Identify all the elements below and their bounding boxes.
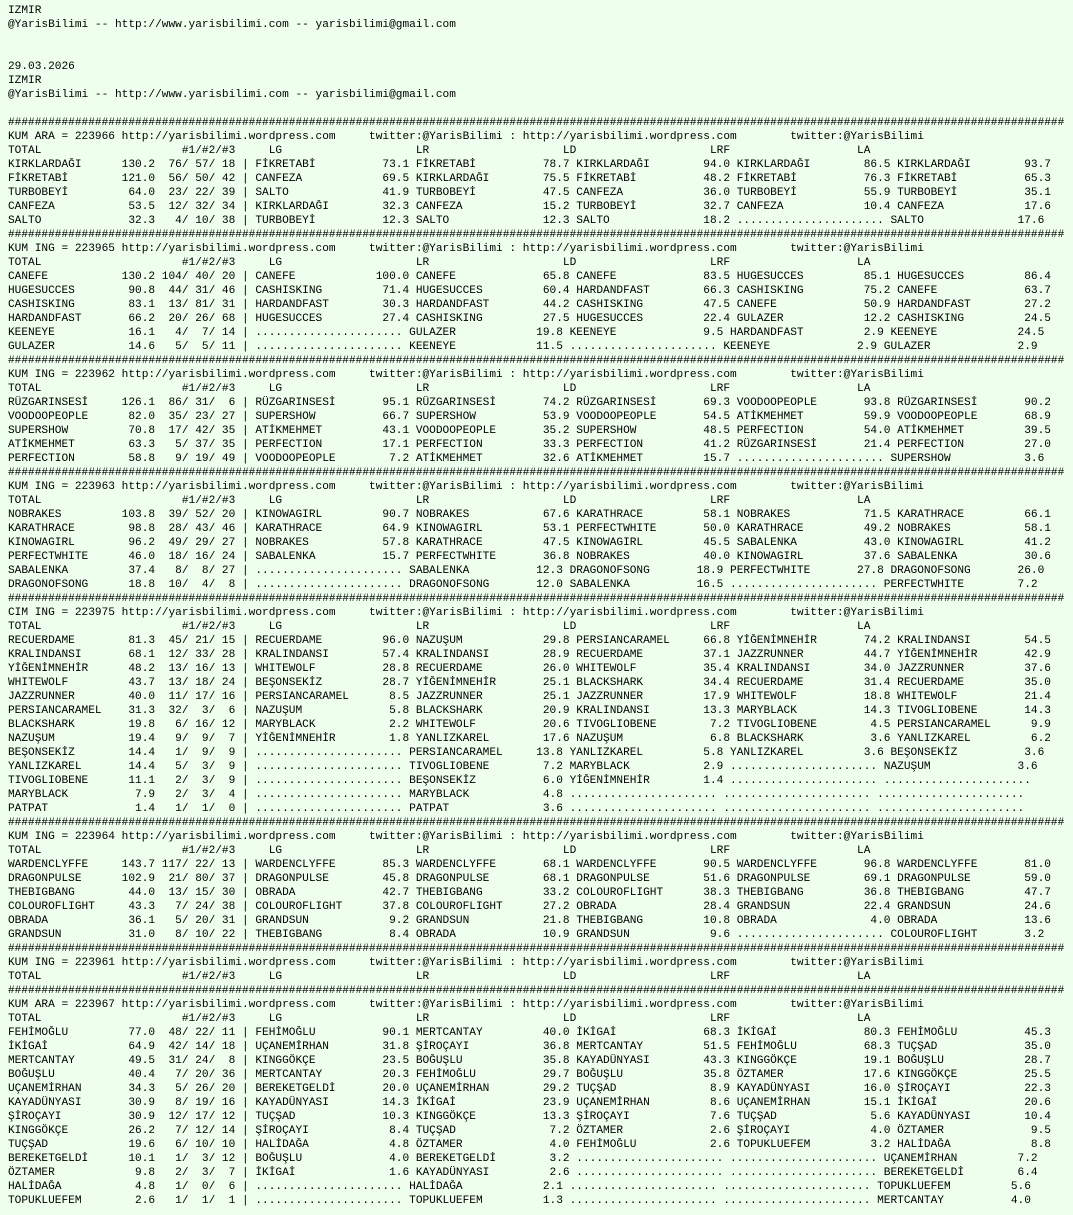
section-divider: ############################################################################################################################################################## — [8, 593, 1065, 605]
section-divider: ############################################################################################################################################################## — [8, 229, 1065, 241]
section-divider: ############################################################################################################################################################## — [8, 985, 1065, 997]
report-line: CASHISKING 83.1 13/ 81/ 31 | HARDANDFAST 30.3 HARDANDFAST 44.2 CASHISKING 47.5 CANEFE 50.9 HARDANDFAST 27.2 — [8, 299, 1051, 311]
report-line: UÇANEMİRHAN 34.3 5/ 26/ 20 | BEREKETGELDİ 20.0 UÇANEMİRHAN 29.2 TUÇŞAD 8.9 KAYADÜNYASI 16.0 ŞİROÇAYI 22.3 — [8, 1083, 1051, 1095]
report-line: JAZZRUNNER 40.0 11/ 17/ 16 | PERSIANCARAMEL 8.5 JAZZRUNNER 25.1 JAZZRUNNER 17.9 WHITEWOLF 18.8 WHITEWOLF 21.4 — [8, 691, 1051, 703]
report-line: ŞİROÇAYI 30.9 12/ 17/ 12 | TUÇŞAD 10.3 KINGGÖKÇE 13.3 ŞİROÇAYI 7.6 TUÇŞAD 5.6 KAYADÜNYASI 10.4 — [8, 1111, 1051, 1123]
report-line: KINGGÖKÇE 26.2 7/ 12/ 14 | ŞİROÇAYI 8.4 TUÇŞAD 7.2 ÖZTAMER 2.6 ŞİROÇAYI 4.0 ÖZTAMER 9.5 — [8, 1125, 1051, 1137]
column-header-row: TOTAL #1/#2/#3 LG LR LD LRF LA — [8, 145, 871, 157]
report-line: BEREKETGELDİ 10.1 1/ 3/ 12 | BOĞUŞLU 4.0 BEREKETGELDİ 3.2 ...................... ...................... UÇANEMİRHAN 7.2 — [8, 1153, 1038, 1165]
report-line: YANLIZKAREL 14.4 5/ 3/ 9 | ...................... TIVOGLIOBENE 7.2 MARYBLACK 2.9 ...................... NAZUŞUM 3.6 — [8, 761, 1038, 773]
race-header: KUM ING = 223964 http://yarisbilimi.wordpress.com twitter:@YarisBilimi : http://yarisbilimi.wordpress.com twitter:@YarisBilimi — [8, 831, 924, 843]
report-line: VOODOOPEOPLE 82.0 35/ 23/ 27 | SUPERSHOW 66.7 SUPERSHOW 53.9 VOODOOPEOPLE 54.5 ATİKMEHMET 59.9 VOODOOPEOPLE 68.9 — [8, 411, 1051, 423]
race-header: KUM ING = 223962 http://yarisbilimi.wordpress.com twitter:@YarisBilimi : http://yarisbilimi.wordpress.com twitter:@YarisBilimi — [8, 369, 924, 381]
report-line: KAYADÜNYASI 30.9 8/ 19/ 16 | KAYADÜNYASI 14.3 İKİGAİ 23.9 UÇANEMİRHAN 8.6 UÇANEMİRHAN 15.1 İKİGAİ 20.6 — [8, 1097, 1051, 1109]
section-divider: ############################################################################################################################################################## — [8, 943, 1065, 955]
report-line: NAZUŞUM 19.4 9/ 9/ 7 | YİĞENİMNEHİR 1.8 YANLIZKAREL 17.6 NAZUŞUM 6.8 BLACKSHARK 3.6 YANLIZKAREL 6.2 — [8, 733, 1051, 745]
report-line: SUPERSHOW 70.8 17/ 42/ 35 | ATİKMEHMET 43.1 VOODOOPEOPLE 35.2 SUPERSHOW 48.5 PERFECTION 54.0 ATİKMEHMET 39.5 — [8, 425, 1051, 437]
race-header: KUM ING = 223961 http://yarisbilimi.wordpress.com twitter:@YarisBilimi : http://yarisbilimi.wordpress.com twitter:@YarisBilimi — [8, 957, 924, 969]
report-line: HALİDAĞA 4.8 1/ 0/ 6 | ...................... HALİDAĞA 2.1 ...................... ...................... TOPUKLUEFEM 5.6 — [8, 1181, 1031, 1193]
report-line: YİĞENİMNEHİR 48.2 13/ 16/ 13 | WHITEWOLF 28.8 RECUERDAME 26.0 WHITEWOLF 35.4 KRALINDANSI 34.0 JAZZRUNNER 37.6 — [8, 663, 1051, 675]
report-line: HARDANDFAST 66.2 20/ 26/ 68 | HUGESUCCES 27.4 CASHISKING 27.5 HUGESUCCES 22.4 GULAZER 12.2 CASHISKING 24.5 — [8, 313, 1051, 325]
report-line: OBRADA 36.1 5/ 20/ 31 | GRANDSUN 9.2 GRANDSUN 21.8 THEBIGBANG 10.8 OBRADA 4.0 OBRADA 13.6 — [8, 915, 1051, 927]
report-line: KINOWAGIRL 96.2 49/ 29/ 27 | NOBRAKES 57.8 KARATHRACE 47.5 KINOWAGIRL 45.5 SABALENKA 43.0 KINOWAGIRL 41.2 — [8, 537, 1051, 549]
section-divider: ############################################################################################################################################################## — [8, 817, 1065, 829]
report-line: MARYBLACK 7.9 2/ 3/ 4 | ...................... MARYBLACK 4.8 ...................... ...................... ...................... — [8, 789, 1025, 801]
report-line: TOPUKLUEFEM 2.6 1/ 1/ 1 | ...................... TOPUKLUEFEM 1.3 ...................... ...................... MERTCANTAY 4.0 — [8, 1195, 1031, 1207]
report-line: MERTCANTAY 49.5 31/ 24/ 8 | KINGGÖKÇE 23.5 BOĞUŞLU 35.8 KAYADÜNYASI 43.3 KINGGÖKÇE 19.1 BOĞUŞLU 28.7 — [8, 1055, 1051, 1067]
report-line: HUGESUCCES 90.8 44/ 31/ 46 | CASHISKING 71.4 HUGESUCCES 60.4 HARDANDFAST 66.3 CASHISKING 75.2 CANEFE 63.7 — [8, 285, 1051, 297]
report-line: KIRKLARDAĞI 130.2 76/ 57/ 18 | FİKRETABİ 73.1 FİKRETABİ 78.7 KIRKLARDAĞI 94.0 KIRKLARDAĞI 86.5 KIRKLARDAĞI 93.7 — [8, 159, 1051, 171]
column-header-row: TOTAL #1/#2/#3 LG LR LD LRF LA — [8, 845, 871, 857]
report-line: GRANDSUN 31.0 8/ 10/ 22 | THEBIGBANG 8.4 OBRADA 10.9 GRANDSUN 9.6 ...................... COLOUROFLIGHT 3.2 — [8, 929, 1045, 941]
report-line: RÜZGARINSESİ 126.1 86/ 31/ 6 | RÜZGARINSESİ 95.1 RÜZGARINSESİ 74.2 RÜZGARINSESİ 69.3 VOODOOPEOPLE 93.8 RÜZGARINSESİ 90.2 — [8, 397, 1051, 409]
report-line: KRALINDANSI 68.1 12/ 33/ 28 | KRALINDANSI 57.4 KRALINDANSI 28.9 RECUERDAME 37.1 JAZZRUNNER 44.7 YİĞENİMNEHİR 42.9 — [8, 649, 1051, 661]
report-line: @YarisBilimi -- http://www.yarisbilimi.com -- yarisbilimi@gmail.com — [8, 19, 456, 31]
report-line: WARDENCLYFFE 143.7 117/ 22/ 13 | WARDENCLYFFE 85.3 WARDENCLYFFE 68.1 WARDENCLYFFE 90.5 WARDENCLYFFE 96.8 WARDENCLYFFE 81.0 — [8, 859, 1051, 871]
report-line: BEŞONSEKİZ 14.4 1/ 9/ 9 | ...................... PERSIANCARAMEL 13.8 YANLIZKAREL 5.8 YANLIZKAREL 3.6 BEŞONSEKİZ 3.6 — [8, 747, 1045, 759]
report-line: TUÇŞAD 19.6 6/ 10/ 10 | HALİDAĞA 4.8 ÖZTAMER 4.0 FEHİMOĞLU 2.6 TOPUKLUEFEM 3.2 HALİDAĞA 8.8 — [8, 1139, 1051, 1151]
report-line: İKİGAİ 64.9 42/ 14/ 18 | UÇANEMİRHAN 31.8 ŞİROÇAYI 36.8 MERTCANTAY 51.5 FEHİMOĞLU 68.3 TUÇŞAD 35.0 — [8, 1041, 1051, 1053]
blank-line — [8, 46, 1073, 60]
report-line: ATİKMEHMET 63.3 5/ 37/ 35 | PERFECTION 17.1 PERFECTION 33.3 PERFECTION 41.2 RÜZGARINSESİ 21.4 PERFECTION 27.0 — [8, 439, 1051, 451]
section-divider: ############################################################################################################################################################## — [8, 355, 1065, 367]
report-line: CANFEZA 53.5 12/ 32/ 34 | KIRKLARDAĞI 32.3 CANFEZA 15.2 TURBOBEYİ 32.7 CANFEZA 10.4 CANFEZA 17.6 — [8, 201, 1051, 213]
report-line: KARATHRACE 98.8 28/ 43/ 46 | KARATHRACE 64.9 KINOWAGIRL 53.1 PERFECTWHITE 50.0 KARATHRACE 49.2 NOBRAKES 58.1 — [8, 523, 1051, 535]
section-divider: ############################################################################################################################################################## — [8, 117, 1065, 129]
report-line: RECUERDAME 81.3 45/ 21/ 15 | RECUERDAME 96.0 NAZUŞUM 29.8 PERSIANCARAMEL 66.8 YİĞENİMNEHİR 74.2 KRALINDANSI 54.5 — [8, 635, 1051, 647]
report-line: GULAZER 14.6 5/ 5/ 11 | ...................... KEENEYE 11.5 ...................... KEENEYE 2.9 GULAZER 2.9 — [8, 341, 1038, 353]
report-line: TIVOGLIOBENE 11.1 2/ 3/ 9 | ...................... BEŞONSEKİZ 6.0 YİĞENİMNEHİR 1.4 ...................... ...................... — [8, 775, 1031, 787]
report-line: TURBOBEYİ 64.0 23/ 22/ 39 | SALTO 41.9 TURBOBEYİ 47.5 CANFEZA 36.0 TURBOBEYİ 55.9 TURBOBEYİ 35.1 — [8, 187, 1051, 199]
report-line: COLOUROFLIGHT 43.3 7/ 24/ 38 | COLOUROFLIGHT 37.8 COLOUROFLIGHT 27.2 OBRADA 28.4 GRANDSUN 22.4 GRANDSUN 24.6 — [8, 901, 1051, 913]
report-line: SALTO 32.3 4/ 10/ 38 | TURBOBEYİ 12.3 SALTO 12.3 SALTO 18.2 ...................... SALTO 17.6 — [8, 215, 1045, 227]
report-line: DRAGONOFSONG 18.8 10/ 4/ 8 | ...................... DRAGONOFSONG 12.0 SABALENKA 16.5 ...................... PERFECTWHITE 7.2 — [8, 579, 1038, 591]
report-line: CANEFE 130.2 104/ 40/ 20 | CANEFE 100.0 CANEFE 65.8 CANEFE 83.5 HUGESUCCES 85.1 HUGESUCCES 86.4 — [8, 271, 1051, 283]
report-line: WHITEWOLF 43.7 13/ 18/ 24 | BEŞONSEKİZ 28.7 YİĞENİMNEHİR 25.1 BLACKSHARK 34.4 RECUERDAME 31.4 RECUERDAME 35.0 — [8, 677, 1051, 689]
report-line: KEENEYE 16.1 4/ 7/ 14 | ...................... GULAZER 19.8 KEENEYE 9.5 HARDANDFAST 2.9 KEENEYE 24.5 — [8, 327, 1045, 339]
report-line: PATPAT 1.4 1/ 1/ 0 | ...................... PATPAT 3.6 ...................... ...................... ...................... — [8, 803, 1025, 815]
report-line: BOĞUŞLU 40.4 7/ 20/ 36 | MERTCANTAY 20.3 FEHİMOĞLU 29.7 BOĞUŞLU 35.8 ÖZTAMER 17.6 KINGGÖKÇE 25.5 — [8, 1069, 1051, 1081]
column-header-row: TOTAL #1/#2/#3 LG LR LD LRF LA — [8, 383, 871, 395]
column-header-row: TOTAL #1/#2/#3 LG LR LD LRF LA — [8, 495, 871, 507]
report-line: PERFECTWHITE 46.0 18/ 16/ 24 | SABALENKA 15.7 PERFECTWHITE 36.8 NOBRAKES 40.0 KINOWAGIRL 37.6 SABALENKA 30.6 — [8, 551, 1051, 563]
report-line: BLACKSHARK 19.8 6/ 16/ 12 | MARYBLACK 2.2 WHITEWOLF 20.6 TIVOGLIOBENE 7.2 TIVOGLIOBENE 4.5 PERSIANCARAMEL 9.9 — [8, 719, 1051, 731]
column-header-row: TOTAL #1/#2/#3 LG LR LD LRF LA — [8, 621, 871, 633]
report-line: 29.03.2026 — [8, 61, 75, 73]
report-line: @YarisBilimi -- http://www.yarisbilimi.com -- yarisbilimi@gmail.com — [8, 89, 456, 101]
blank-line — [8, 32, 1073, 46]
report-line: ÖZTAMER 9.8 2/ 3/ 7 | İKİGAİ 1.6 KAYADÜNYASI 2.6 ...................... ...................... BEREKETGELDİ 6.4 — [8, 1167, 1038, 1179]
report-line: PERFECTION 58.8 9/ 19/ 49 | VOODOOPEOPLE 7.2 ATİKMEHMET 32.6 ATİKMEHMET 15.7 ...................... SUPERSHOW 3.6 — [8, 453, 1045, 465]
report-line: PERSIANCARAMEL 31.3 32/ 3/ 6 | NAZUŞUM 5.8 BLACKSHARK 20.9 KRALINDANSI 13.3 MARYBLACK 14.3 TIVOGLIOBENE 14.3 — [8, 705, 1051, 717]
column-header-row: TOTAL #1/#2/#3 LG LR LD LRF LA — [8, 257, 871, 269]
race-header: KUM ARA = 223967 http://yarisbilimi.wordpress.com twitter:@YarisBilimi : http://yarisbilimi.wordpress.com twitter:@YarisBilimi — [8, 999, 924, 1011]
report-line: THEBIGBANG 44.0 13/ 15/ 30 | OBRADA 42.7 THEBIGBANG 33.2 COLOUROFLIGHT 38.3 THEBIGBANG 36.8 THEBIGBANG 47.7 — [8, 887, 1051, 899]
race-header: KUM ING = 223963 http://yarisbilimi.wordpress.com twitter:@YarisBilimi : http://yarisbilimi.wordpress.com twitter:@YarisBilimi — [8, 481, 924, 493]
report-line: SABALENKA 37.4 8/ 8/ 27 | ...................... SABALENKA 12.3 DRAGONOFSONG 18.9 PERFECTWHITE 27.8 DRAGONOFSONG 26.0 — [8, 565, 1045, 577]
race-header: CIM ING = 223975 http://yarisbilimi.wordpress.com twitter:@YarisBilimi : http://yarisbilimi.wordpress.com twitter:@YarisBilimi — [8, 607, 924, 619]
report-line: DRAGONPULSE 102.9 21/ 80/ 37 | DRAGONPULSE 45.8 DRAGONPULSE 68.1 DRAGONPULSE 51.6 DRAGONPULSE 69.1 DRAGONPULSE 59.0 — [8, 873, 1051, 885]
section-divider: ############################################################################################################################################################## — [8, 467, 1065, 479]
report-line: FEHİMOĞLU 77.0 48/ 22/ 11 | FEHİMOĞLU 90.1 MERTCANTAY 40.0 İKİGAİ 68.3 İKİGAİ 80.3 FEHİMOĞLU 45.3 — [8, 1027, 1051, 1039]
race-header: KUM ARA = 223966 http://yarisbilimi.wordpress.com twitter:@YarisBilimi : http://yarisbilimi.wordpress.com twitter:@YarisBilimi — [8, 131, 924, 143]
blank-line — [8, 102, 1073, 116]
report-line: IZMIR — [8, 75, 42, 87]
race-header: KUM ING = 223965 http://yarisbilimi.wordpress.com twitter:@YarisBilimi : http://yarisbilimi.wordpress.com twitter:@YarisBilimi — [8, 243, 924, 255]
column-header-row: TOTAL #1/#2/#3 LG LR LD LRF LA — [8, 971, 871, 983]
report-line: IZMIR — [8, 5, 42, 17]
column-header-row: TOTAL #1/#2/#3 LG LR LD LRF LA — [8, 1013, 871, 1025]
report-line: NOBRAKES 103.8 39/ 52/ 20 | KINOWAGIRL 90.7 NOBRAKES 67.6 KARATHRACE 58.1 NOBRAKES 71.5 KARATHRACE 66.1 — [8, 509, 1051, 521]
report-line: FİKRETABİ 121.0 56/ 50/ 42 | CANFEZA 69.5 KIRKLARDAĞI 75.5 FİKRETABİ 48.2 FİKRETABİ 76.3 FİKRETABİ 65.3 — [8, 173, 1051, 185]
